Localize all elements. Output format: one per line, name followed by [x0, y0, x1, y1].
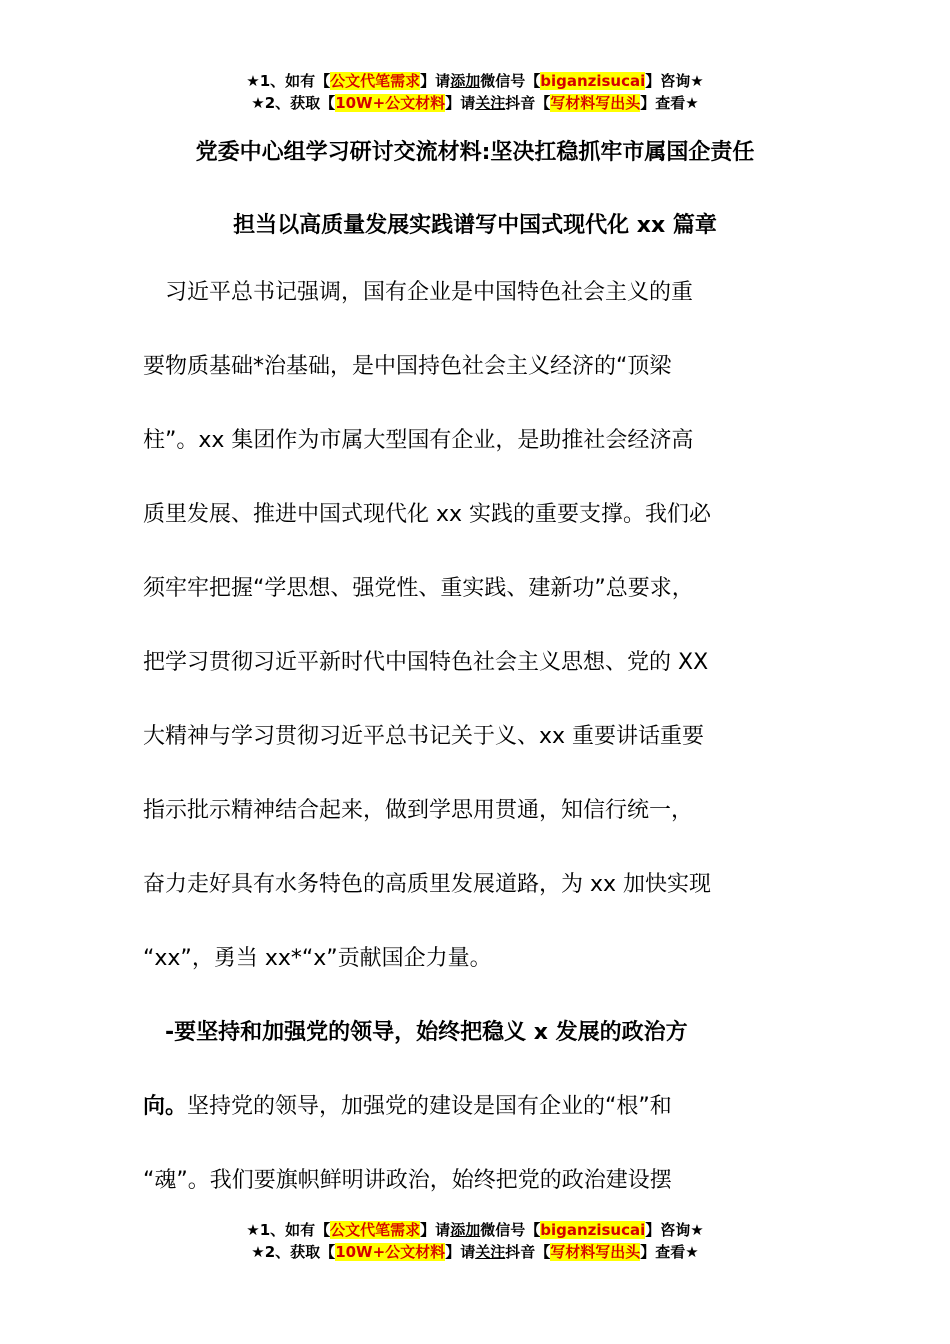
promo-text: 抖音【 [505, 94, 551, 112]
body-line: 奋力走好具有水务特色的高质里发展道路，为 xx 加快实现 [143, 872, 712, 897]
promo-text: 】请 [445, 94, 476, 112]
promo-douyin-id: 写材料写出头 [550, 94, 641, 112]
body-line: 要物质基础*治基础，是中国持色社会主义经济的“顶梁 [143, 354, 672, 379]
body-line: 须牢牢把握“学思想、强党性、重实践、建新功”总要求， [143, 576, 694, 601]
promo-underline: 关注 [475, 94, 506, 112]
promo-text: 微信号【 [480, 1221, 541, 1239]
promo-highlight: 10W+公文材料 [335, 1243, 446, 1261]
promo-line-1 [0, 70, 950, 92]
promo-text: ★1、如有【 [246, 1221, 331, 1239]
promo-header [0, 70, 950, 114]
promo-text: 】请 [445, 1243, 476, 1261]
promo-text: 】请 [420, 1221, 451, 1239]
promo-text: ★1、如有【 [246, 72, 331, 90]
body-line: 习近平总书记强调，国有企业是中国特色社会主义的重 [143, 280, 694, 305]
body-line: 把学习贯彻习近平新时代中国特色社会主义思想、党的 XX [143, 650, 709, 675]
promo-highlight: 10W+公文材料 [335, 94, 446, 112]
section-text: 坚持党的领导，加强党的建设是国有企业的“根”和 [187, 1094, 672, 1119]
promo-text: ★2、获取【 [251, 94, 336, 112]
body-line: 柱”。xx 集团作为市属大型国有企业，是助推社会经济高 [143, 428, 694, 453]
promo-text: 】请 [420, 72, 451, 90]
promo-text: ★2、获取【 [251, 1243, 336, 1261]
body-line [143, 1070, 808, 1144]
promo-text: 微信号【 [480, 72, 541, 90]
promo-footer [0, 1219, 950, 1263]
document-title-line-1: 党委中心组学习研讨交流材料:坚决扛稳抓牢市属国企责任 [195, 140, 755, 165]
body-line: 质里发展、推进中国式现代化 xx 实践的重要支撑。我们必 [143, 502, 712, 527]
promo-text: 】查看★ [640, 94, 699, 112]
promo-highlight: 公文代笔需求 [330, 72, 421, 90]
promo-line-2 [0, 92, 950, 114]
body-line: 指示批示精神结合起来，做到学思用贯通，知信行统一， [143, 798, 694, 823]
promo-highlight: 公文代笔需求 [330, 1221, 421, 1239]
body-line: “魂”。我们要旗帜鲜明讲政治，始终把党的政治建设摆 [143, 1168, 672, 1193]
promo-text: 抖音【 [505, 1243, 551, 1261]
promo-wechat-id: biganzisucai [540, 72, 646, 90]
promo-line-2 [0, 1241, 950, 1263]
body-line: 大精神与学习贯彻习近平总书记关于义、xx 重要讲话重要 [143, 724, 705, 749]
promo-underline: 关注 [475, 1243, 506, 1261]
promo-text: 】咨询★ [645, 72, 704, 90]
promo-douyin-id: 写材料写出头 [550, 1243, 641, 1261]
section-heading: -要坚持和加强党的领导，始终把稳义 x 发展的政治方 [143, 1020, 688, 1045]
promo-line-1 [0, 1219, 950, 1241]
promo-underline: 添加 [450, 72, 481, 90]
body-paragraph [143, 256, 808, 1218]
promo-text: 】查看★ [640, 1243, 699, 1261]
document-title-line-2: 担当以高质量发展实践谱写中国式现代化 xx 篇章 [233, 213, 717, 238]
promo-underline: 添加 [450, 1221, 481, 1239]
body-line: “xx”，勇当 xx*“x”贡献国企力量。 [143, 946, 492, 971]
section-heading-end: 向。 [143, 1094, 188, 1119]
promo-wechat-id: biganzisucai [540, 1221, 646, 1239]
promo-text: 】咨询★ [645, 1221, 704, 1239]
